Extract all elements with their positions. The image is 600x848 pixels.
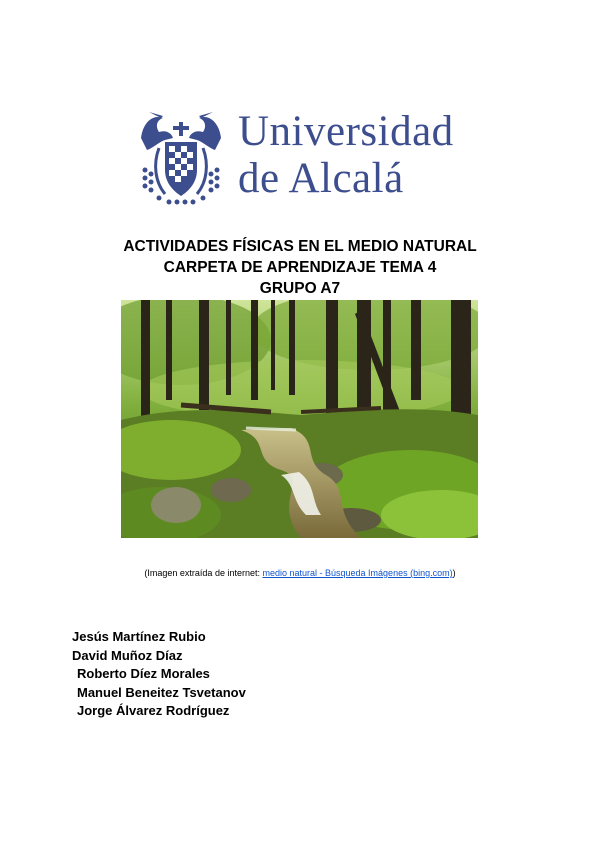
- author-name: Manuel Beneitez Tsvetanov: [77, 684, 246, 700]
- caption-prefix: (Imagen extraída de internet:: [144, 568, 263, 578]
- logo-line-2: de Alcalá: [238, 155, 404, 202]
- group-label: GRUPO A7: [259, 280, 341, 297]
- university-wordmark: [238, 110, 454, 200]
- author-name: Jesús Martínez Rubio: [72, 629, 206, 644]
- university-logo: [135, 108, 465, 212]
- author-list: [72, 628, 246, 721]
- image-source-link[interactable]: medio natural - Búsqueda Imágenes (bing.com): [262, 568, 453, 578]
- forest-stream-image: [121, 300, 478, 538]
- document-title: ACTIVIDADES FÍSICAS EN EL MEDIO NATURAL: [123, 238, 477, 255]
- image-caption: [0, 568, 600, 578]
- title-block: [0, 236, 600, 299]
- logo-line-1: Universidad: [238, 108, 454, 155]
- author-name: David Muñoz Díaz: [72, 647, 183, 663]
- author-name: Roberto Díez Morales: [77, 666, 210, 681]
- document-subtitle: CARPETA DE APRENDIZAJE TEMA 4: [163, 259, 437, 276]
- caption-suffix: ): [452, 568, 456, 578]
- university-crest-icon: [135, 108, 227, 212]
- author-name: Jorge Álvarez Rodríguez: [77, 703, 230, 718]
